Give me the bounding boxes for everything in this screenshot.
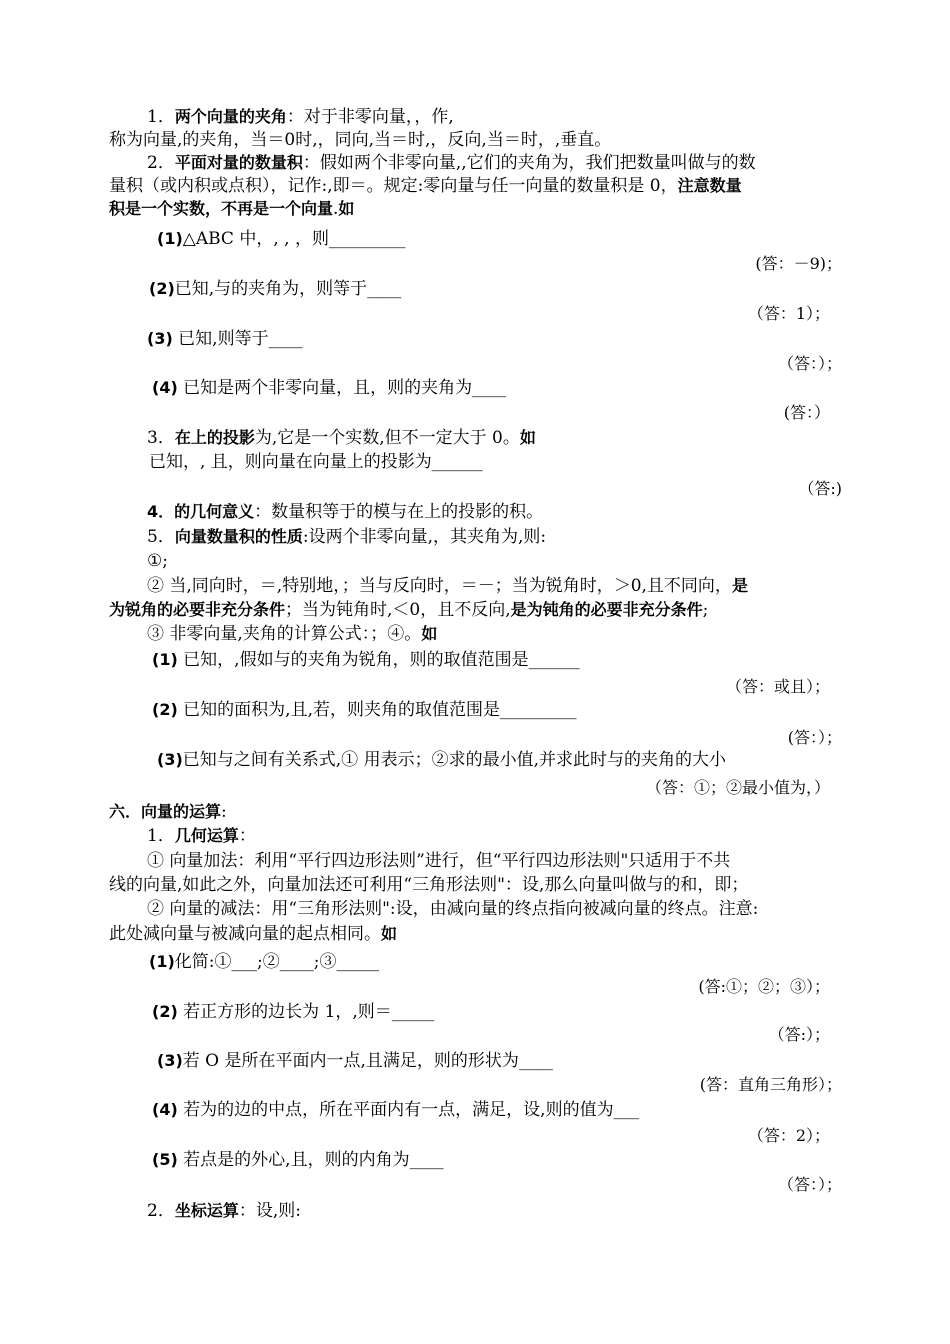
bold-text: 如 [338,199,355,218]
text-line [109,129,611,151]
text-segment: 若 O 是所在平面内一点,且满足，则的形状为____ [182,1051,553,1071]
bold-text: (1) [152,650,178,669]
text-line [109,175,742,197]
text-segment: 已知，,假如与的夹角为锐角，则的取值范围是______ [177,650,580,670]
text-segment: ；当为钝角时,＜0，且不反向, [285,600,511,620]
bold-text: 两个向量的夹角 [174,107,287,126]
text-segment: ; [702,600,709,620]
answer-note: （答：）； [777,1175,842,1194]
text-line [147,898,758,920]
answer-note: （答:) [798,479,842,498]
text-segment: 量积（或内积或点积），记作:,即＝。规定:零向量与任一向量的数量积是 0， [109,176,678,196]
text-segment: 2． [147,153,175,173]
bold-text: 为锐角的必要非充分条件 [109,600,286,619]
text-line [152,699,576,721]
bold-text: (3) [157,750,183,769]
text-line [149,278,401,300]
text-segment: :设两个非零向量,，其夹角为,则: [302,527,547,547]
text-segment: 此处减向量与被减向量的起点相同。 [109,924,381,944]
text-line [147,550,168,572]
bold-text: 平面对量的数量积 [174,153,303,172]
bold-text: (1) [157,229,183,248]
bold-text: 几何运算 [174,826,239,845]
text-segment: 为,它是一个实数,但不一定大于 0。 [254,428,520,448]
bold-text: (3) [157,1051,183,1070]
bold-text: 注意数量 [677,176,742,195]
text-segment: 5． [147,527,175,547]
text-line [147,152,756,174]
text-line [147,501,543,523]
text-segment: 1． [147,107,175,127]
bold-text: (5) [152,1150,178,1169]
bold-text: 六．向量的运算 [109,802,222,821]
answer-note: （答:）； [768,1025,830,1044]
text-segment: 已知,则等于____ [172,329,303,349]
text-segment: ：对于非零向量，，作, [286,107,454,127]
text-line [147,1200,301,1222]
text-segment: : [221,802,227,822]
text-segment: 化简:①___;②____;③_____ [174,952,379,972]
text-segment: ：数量积等于的模与在上的投影的积。 [254,502,544,522]
bold-text: 如 [519,428,536,447]
text-segment: 3． [147,428,175,448]
text-line [152,1001,434,1023]
text-segment: 2． [147,1201,175,1221]
bold-text: (3) [147,329,173,348]
text-segment: 线的向量,如此之外，向量加法还可利用“三角形法则"：设,那么向量叫做与的和，即； [109,875,749,895]
bold-text: 是 [731,576,748,595]
answer-note: （答：1）； [747,304,830,323]
text-line [147,825,256,847]
text-line [149,451,483,473]
text-segment: 已知与之间有关系式,① 用表示；②求的最小值,并求此时与的夹角的大小 [182,750,726,770]
text-segment: △ABC 中，, , ，则_________ [182,229,406,249]
bold-text: 坐标运算 [174,1201,239,1220]
bold-text: 4．的几何意义 [147,502,255,521]
text-segment: . [333,199,339,219]
text-line [147,575,748,597]
bold-text: 在上的投影 [174,428,255,447]
text-line [152,1099,639,1121]
text-line [152,649,580,671]
bold-text: 向量数量积的性质 [174,527,303,546]
answer-note: (答：）； [787,728,842,747]
text-segment: 已知，, 且，则向量在向量上的投影为______ [149,452,483,472]
text-segment: ③ 非零向量,夹角的计算公式：；④。 [147,624,422,644]
text-segment: ： [238,826,256,846]
answer-note: （答：2）； [747,1126,830,1145]
bold-text: 积是一个实数，不再是一个向量 [109,199,334,218]
text-line [147,623,437,645]
text-segment: ①; [147,551,168,571]
answer-note: (答：直角三角形）； [699,1075,842,1094]
text-line [147,106,454,128]
bold-text: (2) [152,1002,178,1021]
text-segment: 已知,与的夹角为，则等于____ [174,279,402,299]
bold-text: (2) [149,279,175,298]
bold-text: (4) [152,378,178,397]
answer-note: （答：或且）； [725,677,830,696]
answer-note: （答：）； [777,354,842,373]
text-segment: ① 向量加法：利用“平行四边形法则”进行，但“平行四边形法则"只适用于不共 [147,851,731,871]
answer-note: (答：） [783,403,830,422]
text-segment: 若点是的外心,且，则的内角为____ [177,1150,444,1170]
text-segment: 已知的面积为,且,若，则夹角的取值范围是_________ [177,700,577,720]
text-line [109,874,748,896]
text-line [152,1149,444,1171]
answer-note: (答：－9)； [755,254,842,273]
text-segment: 若正方形的边长为 1，,则＝_____ [177,1002,435,1022]
text-segment: 已知是两个非零向量，且，则的夹角为____ [177,378,507,398]
text-line [109,599,708,621]
text-segment: 若为的边的中点，所在平面内有一点，满足，设,则的值为___ [177,1100,640,1120]
text-line [157,749,726,771]
text-segment: ② 向量的减法：用“三角形法则":设，由减向量的终点指向被减向量的终点。注意: [147,899,759,919]
text-segment: ② 当,同向时，＝,特别地，；当与反向时，＝－；当为锐角时，＞0,且不同向， [147,576,732,596]
bold-text: 如 [381,924,398,943]
answer-note: （答：①；②最小值为，） [645,778,830,797]
text-segment: ：假如两个非零向量,,它们的夹角为，我们把数量叫做与的数 [302,153,756,173]
bold-text: (2) [152,700,178,719]
text-line [147,850,730,872]
text-line [157,1050,553,1072]
bold-text: (1) [149,952,175,971]
bold-text: (4) [152,1100,178,1119]
text-line [149,951,379,973]
text-segment: 称为向量,的夹角，当＝0时,，同向,当＝时,，反向,当＝时，,垂直。 [109,130,612,150]
text-line [109,801,227,823]
text-segment: 1． [147,826,175,846]
answer-note: (答:①；②；③）； [698,977,830,996]
bold-text: 是为钝角的必要非充分条件 [510,600,703,619]
text-line [152,377,506,399]
text-line [147,526,546,548]
text-line [109,923,397,945]
text-line [147,427,536,449]
text-line [147,328,303,350]
bold-text: 如 [421,624,438,643]
text-segment: ：设,则: [238,1201,301,1221]
text-line [157,228,405,250]
text-line [109,198,354,220]
